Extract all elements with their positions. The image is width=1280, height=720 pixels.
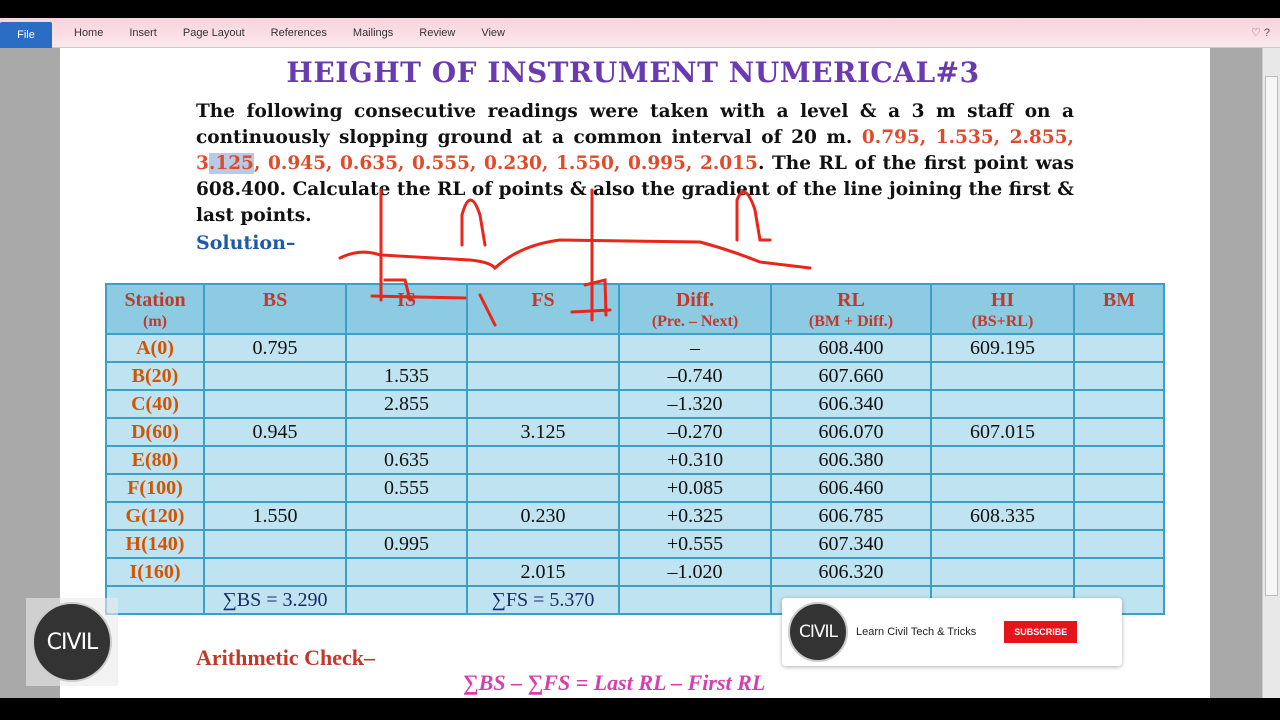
table-cell: +0.085 (619, 474, 771, 502)
tab-mailings[interactable]: Mailings (352, 26, 394, 39)
header-title: IS (397, 289, 416, 311)
scroll-thumb[interactable] (1265, 76, 1278, 596)
table-cell (1074, 502, 1164, 530)
table-cell (931, 446, 1074, 474)
table-cell (204, 530, 346, 558)
levelling-table (105, 283, 1165, 615)
table-cell: –0.740 (619, 362, 771, 390)
table-cell: 607.660 (771, 362, 931, 390)
table-row (106, 446, 1164, 474)
table-cell: 3.125 (467, 418, 619, 446)
table-cell (1074, 558, 1164, 586)
sum-cell (346, 586, 467, 614)
table-cell (204, 362, 346, 390)
table-cell: 606.070 (771, 418, 931, 446)
channel-name: Learn Civil Tech & Tricks (856, 626, 977, 638)
tab-insert[interactable]: Insert (129, 26, 157, 39)
table-cell (931, 474, 1074, 502)
table-cell (1074, 474, 1164, 502)
table-cell (204, 558, 346, 586)
table-cell: 0.230 (467, 502, 619, 530)
header-subtitle: (BM + Diff.) (808, 313, 894, 330)
header-title: BM (1102, 289, 1136, 311)
tab-home[interactable]: Home (74, 26, 104, 39)
problem-text (196, 99, 1074, 229)
table-cell (1074, 446, 1164, 474)
column-header (931, 284, 1074, 334)
top-bar (0, 0, 1280, 18)
sum-cell: ∑FS = 5.370 (467, 586, 619, 614)
tab-page-layout[interactable]: Page Layout (182, 26, 245, 39)
table-cell: G(120) (106, 502, 204, 530)
header-title: RL (837, 289, 865, 311)
check-formula: ∑BS – ∑FS = Last RL – First RL (463, 670, 766, 695)
channel-logo: CIVIL (788, 602, 848, 662)
header-title: BS (262, 289, 288, 311)
table-cell (1074, 334, 1164, 362)
table-cell: 0.945 (204, 418, 346, 446)
table-cell: I(160) (106, 558, 204, 586)
table-cell (931, 390, 1074, 418)
table-cell (204, 390, 346, 418)
table-cell: 606.340 (771, 390, 931, 418)
column-header (106, 284, 204, 334)
tab-review[interactable]: Review (419, 26, 456, 39)
table-cell (931, 362, 1074, 390)
table-cell: A(0) (106, 334, 204, 362)
subscribe-button[interactable]: SUBSCRIBE (1004, 621, 1077, 643)
table-cell (931, 558, 1074, 586)
table-cell (204, 446, 346, 474)
table-cell: 609.195 (931, 334, 1074, 362)
table-cell (467, 334, 619, 362)
table-cell: E(80) (106, 446, 204, 474)
table-cell: +0.555 (619, 530, 771, 558)
table-cell: 2.855 (346, 390, 467, 418)
column-header (467, 284, 619, 334)
readings-b: , 0.945, 0.635, 0.555, 0.230, 1.550, 0.995, 2.015 (253, 153, 758, 174)
para-text-2: . The RL of the first point was 608.400. Calculate the RL of points & also the gradient of the line joining the first & last points. (196, 153, 1074, 226)
readings-a: 0.795, 1.535, 2.855, 3 (196, 127, 1074, 174)
column-header (346, 284, 467, 334)
arithmetic-check-heading: Arithmetic Check– (196, 645, 376, 670)
channel-watermark (26, 598, 118, 686)
table-row (106, 530, 1164, 558)
table-row (106, 334, 1164, 362)
table-cell (346, 558, 467, 586)
table-row (106, 558, 1164, 586)
header-title: FS (531, 289, 555, 311)
table-row (106, 502, 1164, 530)
table-cell (931, 530, 1074, 558)
table-cell: 606.460 (771, 474, 931, 502)
table-cell (346, 502, 467, 530)
table-cell: 1.550 (204, 502, 346, 530)
table-cell (346, 334, 467, 362)
table-cell: 606.320 (771, 558, 931, 586)
column-header (1074, 284, 1164, 334)
table-cell: 606.380 (771, 446, 931, 474)
sum-cell (106, 586, 204, 614)
table-cell: D(60) (106, 418, 204, 446)
table-cell: F(100) (106, 474, 204, 502)
table-row (106, 418, 1164, 446)
header-subtitle: (m) (143, 313, 167, 330)
table-cell (346, 418, 467, 446)
table-cell: C(40) (106, 390, 204, 418)
header-subtitle: (Pre. – Next) (651, 313, 739, 330)
table-row (106, 474, 1164, 502)
table-row (106, 362, 1164, 390)
page-title: HEIGHT OF INSTRUMENT NUMERICAL#3 (286, 56, 980, 89)
subscribe-card (782, 598, 1122, 666)
table-cell: 1.535 (346, 362, 467, 390)
table-cell (467, 390, 619, 418)
table-cell (1074, 418, 1164, 446)
table-cell (204, 474, 346, 502)
table-cell: 0.555 (346, 474, 467, 502)
table-cell (467, 530, 619, 558)
table-row (106, 390, 1164, 418)
table-cell: 608.400 (771, 334, 931, 362)
table-cell: –1.320 (619, 390, 771, 418)
solution-heading: Solution– (196, 232, 296, 254)
file-tab[interactable]: File (0, 22, 52, 48)
table-cell: 608.335 (931, 502, 1074, 530)
tab-view[interactable]: View (481, 26, 505, 39)
table-cell: 2.015 (467, 558, 619, 586)
table-cell: 607.340 (771, 530, 931, 558)
help-icon[interactable]: ♡ ? (1250, 27, 1270, 39)
table-cell: 606.785 (771, 502, 931, 530)
tab-references[interactable]: References (270, 26, 327, 39)
para-text: The following consecutive readings were taken with a level & a 3 m staff on a continuously slopping ground at a common interval of 20 m. (196, 101, 1074, 148)
column-header (771, 284, 931, 334)
table-cell: 607.015 (931, 418, 1074, 446)
table-cell: 0.635 (346, 446, 467, 474)
readings-selected: .125 (208, 153, 254, 174)
table-cell (467, 446, 619, 474)
ribbon (0, 18, 1280, 48)
table-cell (1074, 390, 1164, 418)
header-title: Diff. (675, 289, 715, 311)
header-title: Station (124, 289, 186, 311)
table-cell (467, 362, 619, 390)
header-subtitle: (BS+RL) (971, 313, 1034, 330)
table-cell: H(140) (106, 530, 204, 558)
table-cell: 0.995 (346, 530, 467, 558)
table-cell: – (619, 334, 771, 362)
column-header (619, 284, 771, 334)
table-cell (1074, 530, 1164, 558)
table-cell: B(20) (106, 362, 204, 390)
table-cell: +0.325 (619, 502, 771, 530)
table-cell: –0.270 (619, 418, 771, 446)
table-cell (467, 474, 619, 502)
vertical-scrollbar[interactable] (1262, 48, 1280, 698)
table-cell: 0.795 (204, 334, 346, 362)
civil-logo: CIVIL (32, 602, 112, 682)
table-cell (1074, 362, 1164, 390)
column-header (204, 284, 346, 334)
header-title: HI (990, 289, 1015, 311)
sum-cell (619, 586, 771, 614)
sum-cell: ∑BS = 3.290 (204, 586, 346, 614)
table-cell: –1.020 (619, 558, 771, 586)
table-cell: +0.310 (619, 446, 771, 474)
